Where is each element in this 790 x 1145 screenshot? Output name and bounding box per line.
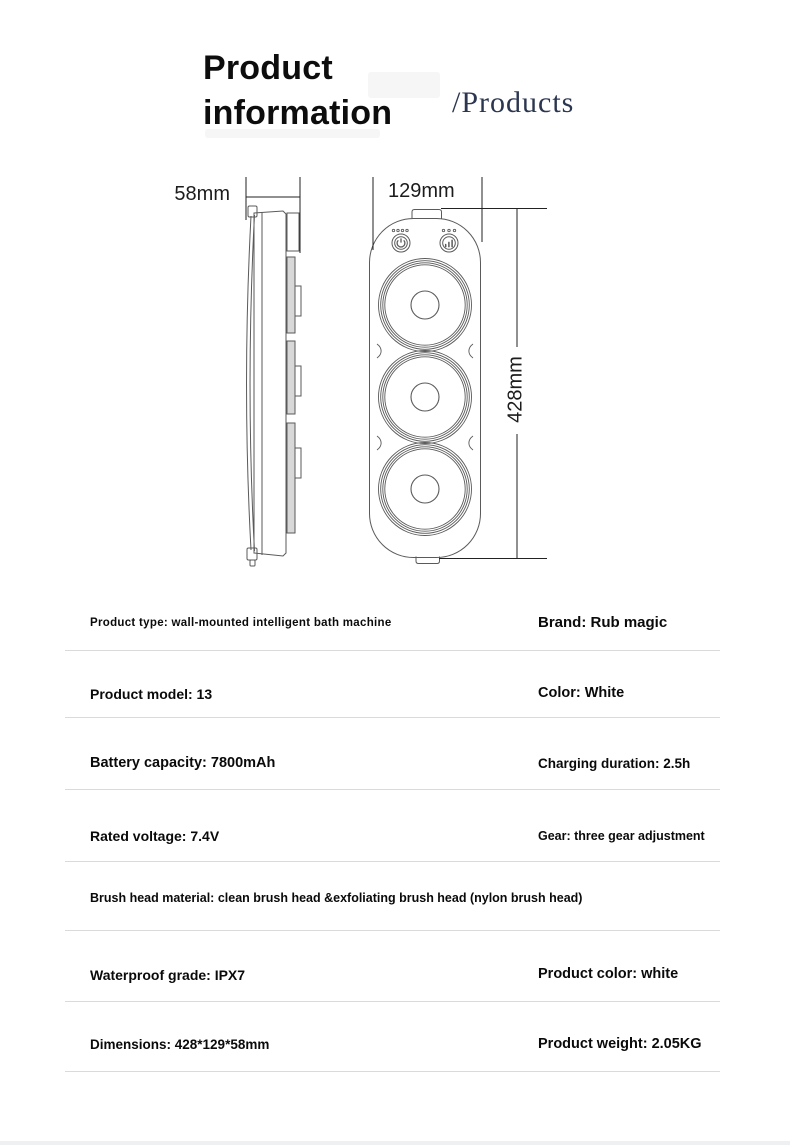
height-label: 428mm — [504, 356, 527, 423]
divider — [65, 861, 720, 862]
side-width-dimension-line — [246, 177, 300, 253]
spec-product-color: Product color: white — [538, 966, 679, 982]
spec-product-type: Product type: wall-mounted intelligent bath machine — [90, 617, 392, 629]
divider — [65, 789, 720, 790]
spec-color: Color: White — [538, 685, 625, 701]
divider — [65, 717, 720, 718]
spec-battery-capacity: Battery capacity: 7800mAh — [90, 755, 276, 771]
side-view-drawing — [247, 206, 302, 566]
intensity-indicator-dots — [442, 229, 455, 231]
side-width-label: 58mm — [174, 183, 230, 205]
spec-product-model: Product model: 13 — [90, 686, 213, 702]
spec-brand: Brand: Rub magic — [538, 614, 668, 631]
spec-charging-duration: Charging duration: 2.5h — [538, 756, 691, 771]
page-title-line2: information — [203, 94, 393, 132]
divider — [65, 1001, 720, 1002]
page-title — [203, 46, 392, 136]
front-view-drawing — [370, 210, 481, 564]
spec-waterproof-grade: Waterproof grade: IPX7 — [90, 967, 246, 983]
footer-strip — [0, 1141, 790, 1145]
breadcrumb[interactable]: /Products — [452, 86, 575, 119]
spec-product-weight: Product weight: 2.05KG — [538, 1036, 702, 1052]
spec-rated-voltage: Rated voltage: 7.4V — [90, 828, 220, 844]
spec-dimensions: Dimensions: 428*129*58mm — [90, 1037, 270, 1052]
intensity-bars-icon — [440, 234, 458, 252]
spec-gear: Gear: three gear adjustment — [538, 829, 705, 843]
divider — [65, 650, 720, 651]
power-icon — [392, 234, 410, 252]
brush-head-circles — [377, 259, 473, 536]
power-indicator-dots — [392, 229, 408, 231]
front-width-label: 129mm — [388, 180, 455, 202]
spec-brush-head-material: Brush head material: clean brush head &exfoliating brush head (nylon brush head) — [90, 891, 583, 905]
height-dimension-line — [439, 209, 547, 559]
divider — [65, 1071, 720, 1072]
divider — [65, 930, 720, 931]
page-title-line1: Product — [203, 49, 333, 87]
